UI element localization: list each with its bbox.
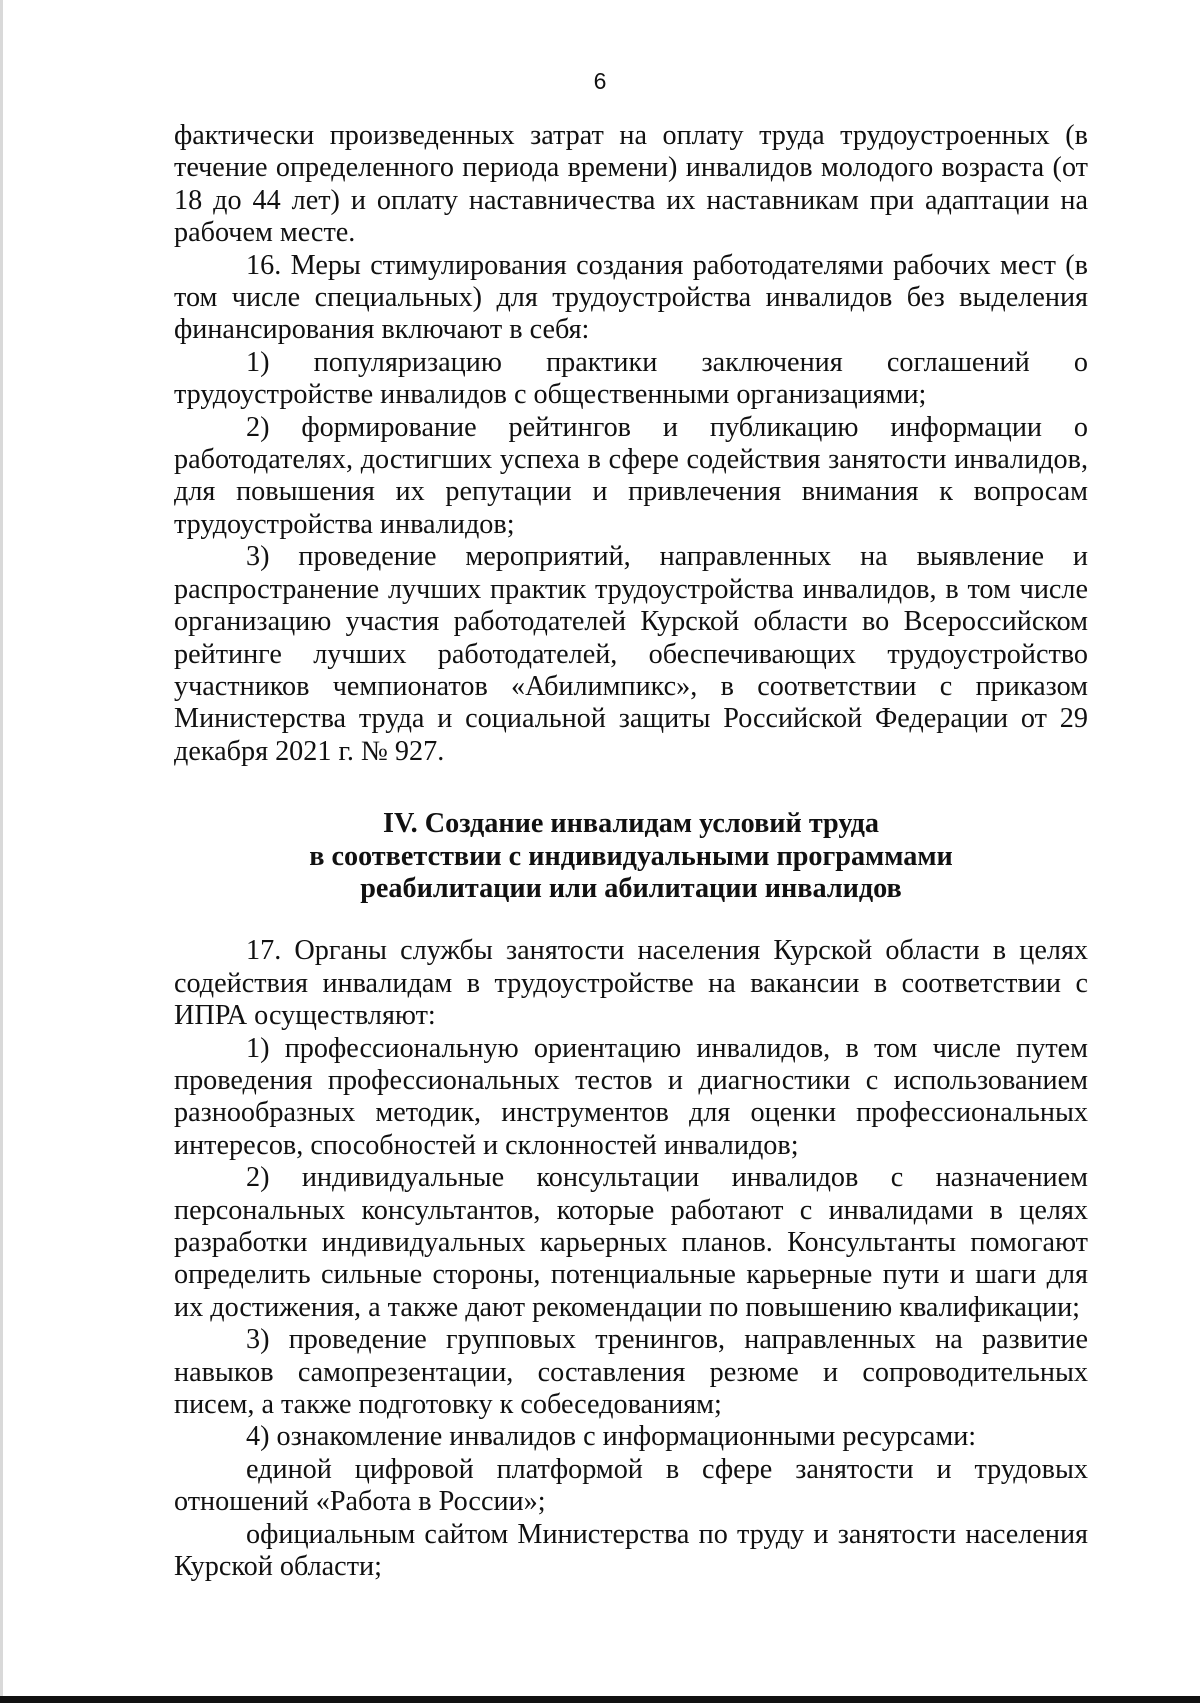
section-heading [174,808,1088,905]
page-number: 6 [593,68,607,94]
scan-bottom-edge [0,1696,1200,1703]
paragraph-17-2: 2) индивидуальные консультации инвалидов с назначением персональных консультантов, которые работают с инвалидами в целях разработки индивидуальных карьерных планов. Консультанты помогают определить сильные стороны, потенциальные карьерные пути и шаги для их достижения, а также дают рекомендации по повышению квалификации; [174,1162,1088,1323]
section-heading-line-3: реабилитации или абилитации инвалидов [360,872,902,904]
paragraph-16-1: 1) популяризацию практики заключения соглашений о трудоустройстве инвалидов с общественными организациями; [174,346,1088,411]
scan-left-edge [0,0,3,1703]
paragraph-item-16: 16. Меры стимулирования создания работодателями рабочих мест (в том числе специальных) для трудоустройства инвалидов без выделения финансирования включают в себя: [174,249,1088,346]
paragraph-17-4-resource-2: официальным сайтом Министерства по труду и занятости населения Курской области; [174,1518,1088,1583]
paragraph-17-4: 4) ознакомление инвалидов с информационными ресурсами: [246,1421,977,1453]
paragraph-item-17: 17. Органы службы занятости населения Курской области в целях содействия инвалидам в трудоустройстве на вакансии в соответствии с ИПРА осуществляют: [174,935,1088,1032]
paragraph-17-3: 3) проведение групповых тренингов, направленных на развитие навыков самопрезентации, составления резюме и сопроводительных писем, а также подготовку к собеседованиям; [174,1324,1088,1421]
document-body [174,120,1088,1583]
paragraph-16-2: 2) формирование рейтингов и публикацию информации о работодателях, достигших успеха в сфере содействия занятости инвалидов, для повышения их репутации и привлечения внимания к вопросам трудоустройства инвалидов; [174,411,1088,540]
paragraph-16-3: 3) проведение мероприятий, направленных на выявление и распространение лучших практик трудоустройства инвалидов, в том числе организацию участия работодателей Курской области во Всероссийском рейтинге лучших работодателей, обеспечивающих трудоустройство участников чемпионатов «Абилимпикс», в соответствии с приказом Министерства труда и социальной защиты Российской Федерации от 29 декабря 2021 г. № 927. [174,541,1088,767]
paragraph-continuation: фактически произведенных затрат на оплату труда трудоустроенных (в течение определенного периода времени) инвалидов молодого возраста (от 18 до 44 лет) и оплату наставничества их наставникам при адаптации на рабочем месте. [174,120,1088,249]
section-heading-line-1: IV. Создание инвалидам условий труда [382,808,879,840]
paragraph-17-4-resource-1: единой цифровой платформой в сфере занятости и трудовых отношений «Работа в России»; [174,1453,1088,1518]
paragraph-17-1: 1) профессиональную ориентацию инвалидов, в том числе путем проведения профессиональных тестов и диагностики с использованием разнообразных методик, инструментов для оценки профессиональных интересов, способностей и склонностей инвалидов; [174,1032,1088,1161]
section-heading-line-2: в соответствии с индивидуальными программами [309,840,953,872]
